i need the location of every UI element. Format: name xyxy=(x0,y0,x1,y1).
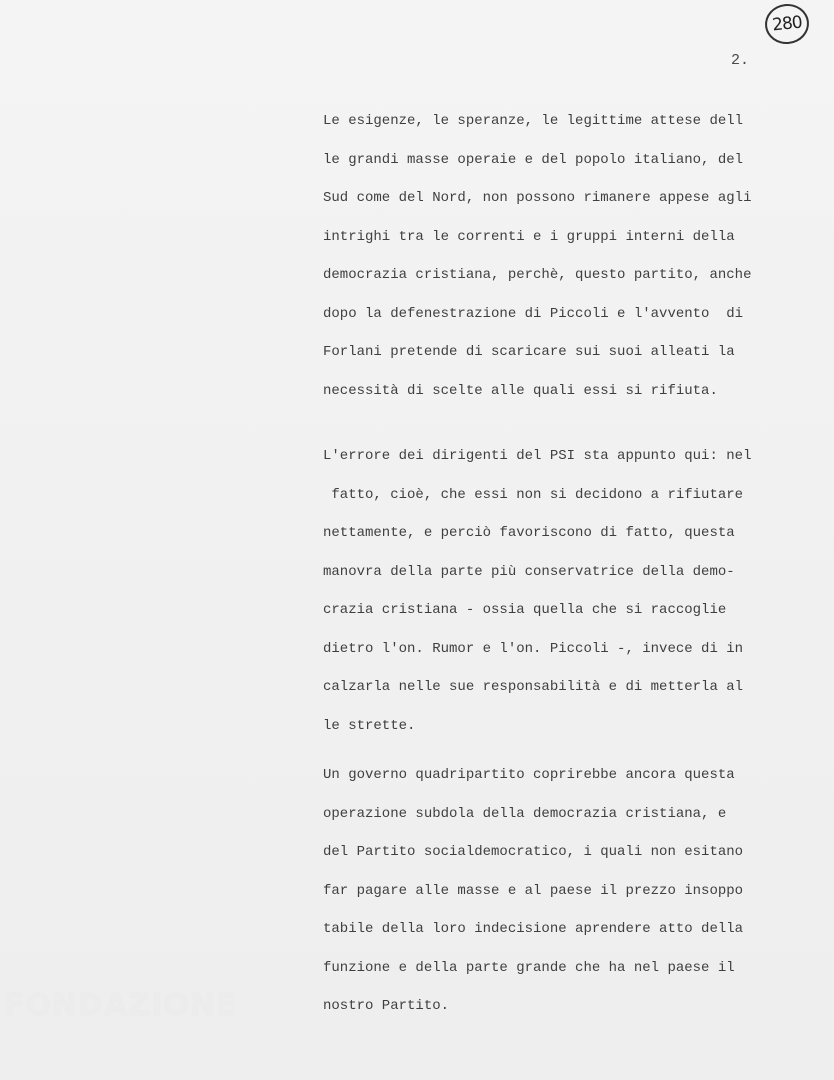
text-line: calzarla nelle sue responsabilità e di metterla al xyxy=(323,679,744,695)
text-line: tabile della loro indecisione aprendere atto della xyxy=(323,921,744,937)
text-line: nostro Partito. xyxy=(323,998,450,1014)
text-line: Forlani pretende di scaricare sui suoi alleati la xyxy=(323,344,735,360)
paragraph-2 xyxy=(323,446,763,754)
text-line: operazione subdola della democrazia cristiana, e xyxy=(323,805,727,822)
text-line: dopo la defenestrazione di Piccoli e l'avvento di xyxy=(323,305,744,322)
text-line: necessità di scelte alle quali essi si rifiuta. xyxy=(323,382,718,399)
paragraph-1 xyxy=(323,111,763,419)
archive-watermark: FONDAZIONE xyxy=(4,988,238,1023)
text-line: funzione e della parte grande che ha nel paese il xyxy=(323,959,735,976)
text-line: L'errore dei dirigenti del PSI sta appunto qui: nel xyxy=(323,448,752,464)
text-line: fatto, cioè, che essi non si decidono a rifiutare xyxy=(323,486,744,503)
text-line: crazia cristiana - ossia quella che si raccoglie xyxy=(323,602,727,618)
text-line: le strette. xyxy=(323,717,416,734)
text-line: Un governo quadripartito coprirebbe ancora questa xyxy=(323,767,735,783)
paragraph-3 xyxy=(323,765,763,1035)
text-line: nettamente, e perciò favoriscono di fatto, questa xyxy=(323,525,735,541)
page-number: 2. xyxy=(731,52,750,69)
text-line: le grandi masse operaie e del popolo italiano, del xyxy=(323,151,744,168)
text-line: del Partito socialdemocratico, i quali non esitano xyxy=(323,844,744,860)
text-line: Le esigenze, le speranze, le legittime attese dell xyxy=(323,113,744,129)
text-line: Sud come del Nord, non possono rimanere appese agli xyxy=(323,190,752,206)
archive-number-stamp xyxy=(763,2,811,46)
text-line: far pagare alle masse e al paese il prezzo insoppo xyxy=(323,882,744,899)
archive-number: 280 xyxy=(771,12,803,36)
text-line: democrazia cristiana, perchè, questo partito, anche xyxy=(323,267,752,283)
text-line: intrighi tra le correnti e i gruppi interni della xyxy=(323,228,735,245)
text-line: dietro l'on. Rumor e l'on. Piccoli -, invece di in xyxy=(323,640,744,657)
text-line: manovra della parte più conservatrice della demo- xyxy=(323,563,735,580)
